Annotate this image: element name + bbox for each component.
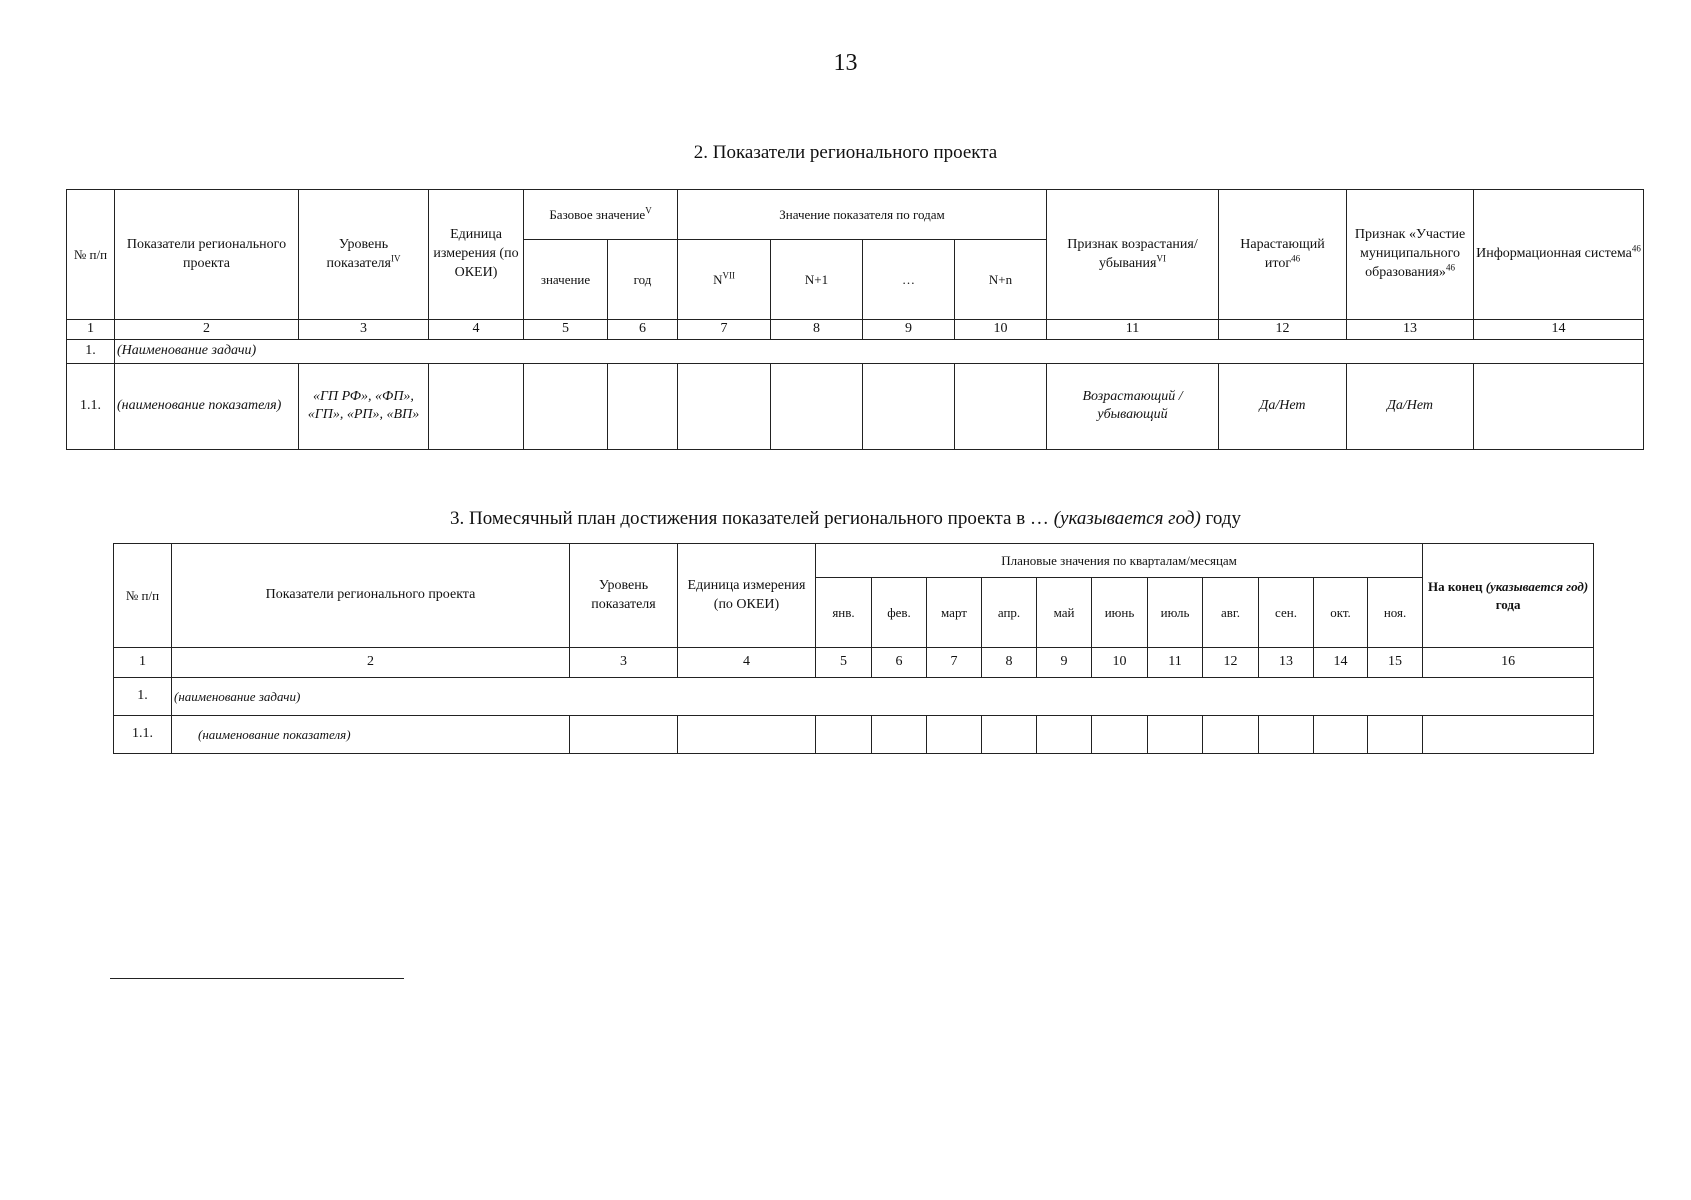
section-3-title-prefix: 3. Помесячный план достижения показателей регионального проекта в … [450, 508, 1049, 529]
col-number: 1 [67, 320, 115, 340]
month-mar: март [927, 578, 982, 648]
m-col-number: 6 [872, 648, 927, 678]
col-number: 12 [1219, 320, 1347, 340]
month-jul: июль [1148, 578, 1203, 648]
col-number: 11 [1047, 320, 1219, 340]
m-col-number: 14 [1314, 648, 1368, 678]
col-number: 2 [115, 320, 299, 340]
indicator-row-name: (наименование показателя) [115, 363, 299, 449]
col-number: 13 [1347, 320, 1474, 340]
header-level-sup: IV [390, 252, 401, 263]
col-number: 6 [608, 320, 678, 340]
empty-cell [1474, 363, 1644, 449]
header-municipal [1347, 190, 1474, 320]
month-oct: окт. [1314, 578, 1368, 648]
empty-cell [982, 716, 1037, 754]
task-row-label: (Наименование задачи) [115, 339, 1644, 363]
header-year-dots: … [863, 240, 955, 320]
empty-cell [1423, 716, 1594, 754]
empty-cell [1259, 716, 1314, 754]
empty-cell [608, 363, 678, 449]
header-year-n-sup: VII [722, 270, 735, 281]
header-values-by-year: Значение показателя по годам [678, 190, 1047, 240]
m-header-planned: Плановые значения по кварталам/месяцам [816, 544, 1423, 578]
col-number: 4 [429, 320, 524, 340]
header-info-system-text: Информационная система [1476, 246, 1632, 262]
header-trend [1047, 190, 1219, 320]
header-municipal-sup: 46 [1445, 262, 1455, 273]
header-info-system-sup: 46 [1631, 243, 1641, 254]
section-3-title [0, 508, 1691, 530]
task-row-num: 1. [67, 339, 115, 363]
month-apr: апр. [982, 578, 1037, 648]
month-feb: фев. [872, 578, 927, 648]
regional-indicators-table [66, 189, 1644, 450]
m-header-indicators: Показатели регионального проекта [172, 544, 570, 648]
empty-cell [1092, 716, 1148, 754]
section-2-title: 2. Показатели регионального проекта [693, 142, 998, 163]
header-level-text: Уровень показателя [326, 236, 391, 271]
empty-cell [863, 363, 955, 449]
month-jun: июнь [1092, 578, 1148, 648]
header-year-n-text: N [713, 271, 723, 287]
empty-cell [771, 363, 863, 449]
m-col-number: 3 [570, 648, 678, 678]
header-year-nn: N+n [955, 240, 1047, 320]
m-header-end-of-year [1423, 544, 1594, 648]
indicator-row-cumulative: Да/Нет [1219, 363, 1347, 449]
header-base-value-sup: V [645, 205, 652, 216]
m-col-number: 9 [1037, 648, 1092, 678]
header-num: № п/п [67, 190, 115, 320]
section-3-title-suffix: году [1205, 508, 1241, 529]
col-number: 3 [299, 320, 429, 340]
col-number: 8 [771, 320, 863, 340]
indicator-row-num: 1.1. [67, 363, 115, 449]
m-col-number: 16 [1423, 648, 1594, 678]
empty-cell [1314, 716, 1368, 754]
m-col-number: 15 [1368, 648, 1423, 678]
month-nov: ноя. [1368, 578, 1423, 648]
empty-cell [570, 716, 678, 754]
empty-cell [816, 716, 872, 754]
empty-cell [1368, 716, 1423, 754]
col-number: 14 [1474, 320, 1644, 340]
m-col-number: 2 [172, 648, 570, 678]
month-jan: янв. [816, 578, 872, 648]
m-col-number: 5 [816, 648, 872, 678]
header-trend-sup: VI [1156, 252, 1166, 263]
m-col-number: 8 [982, 648, 1037, 678]
header-base-value-sub: значение [524, 240, 608, 320]
month-sep: сен. [1259, 578, 1314, 648]
col-number: 10 [955, 320, 1047, 340]
col-number: 5 [524, 320, 608, 340]
month-aug: авг. [1203, 578, 1259, 648]
indicator-row-trend: Возрастающий / убывающий [1047, 363, 1219, 449]
header-base-year-sub: год [608, 240, 678, 320]
page-number: 13 [833, 50, 858, 76]
m-header-end-italic: (указывается год) [1485, 578, 1589, 594]
m-col-number: 7 [927, 648, 982, 678]
indicator-row-municipal: Да/Нет [1347, 363, 1474, 449]
empty-cell [927, 716, 982, 754]
header-cumulative-sup: 46 [1291, 252, 1301, 263]
m-header-end-suffix: года [1495, 596, 1521, 612]
header-base-value-text: Базовое значение [549, 206, 646, 222]
empty-cell [678, 716, 816, 754]
m-col-number: 13 [1259, 648, 1314, 678]
col-number: 7 [678, 320, 771, 340]
m-indicator-row-num: 1.1. [114, 716, 172, 754]
footnote-separator [110, 978, 404, 979]
col-number: 9 [863, 320, 955, 340]
m-header-unit: Единица измерения (по ОКЕИ) [678, 544, 816, 648]
header-year-n1: N+1 [771, 240, 863, 320]
empty-cell [429, 363, 524, 449]
header-municipal-text: Признак «Участие муниципального образования» [1354, 227, 1466, 280]
empty-cell [524, 363, 608, 449]
header-base-value [524, 190, 678, 240]
m-col-number: 11 [1148, 648, 1203, 678]
header-level [299, 190, 429, 320]
m-header-level: Уровень показателя [570, 544, 678, 648]
header-trend-text: Признак возрастания/убывания [1067, 236, 1198, 271]
m-col-number: 10 [1092, 648, 1148, 678]
header-year-n [678, 240, 771, 320]
m-col-number: 4 [678, 648, 816, 678]
empty-cell [872, 716, 927, 754]
month-may: май [1037, 578, 1092, 648]
section-3-title-italic: (указывается год) [1053, 508, 1201, 529]
empty-cell [1037, 716, 1092, 754]
m-header-num: № п/п [114, 544, 172, 648]
header-unit: Единица измерения (по ОКЕИ) [429, 190, 524, 320]
m-indicator-row-name: (наименование показателя) [172, 716, 570, 754]
header-info-system [1474, 190, 1644, 320]
monthly-plan-table [113, 543, 1594, 754]
m-task-row-label: (наименование задачи) [172, 678, 1594, 716]
indicator-row-level: «ГП РФ», «ФП», «ГП», «РП», «ВП» [299, 363, 429, 449]
m-header-end-prefix: На конец [1428, 578, 1483, 594]
header-cumulative-text: Нарастающий итог [1240, 236, 1325, 271]
empty-cell [678, 363, 771, 449]
m-col-number: 1 [114, 648, 172, 678]
header-cumulative [1219, 190, 1347, 320]
header-indicators: Показатели регионального проекта [115, 190, 299, 320]
m-task-row-num: 1. [114, 678, 172, 716]
empty-cell [955, 363, 1047, 449]
empty-cell [1203, 716, 1259, 754]
empty-cell [1148, 716, 1203, 754]
m-col-number: 12 [1203, 648, 1259, 678]
